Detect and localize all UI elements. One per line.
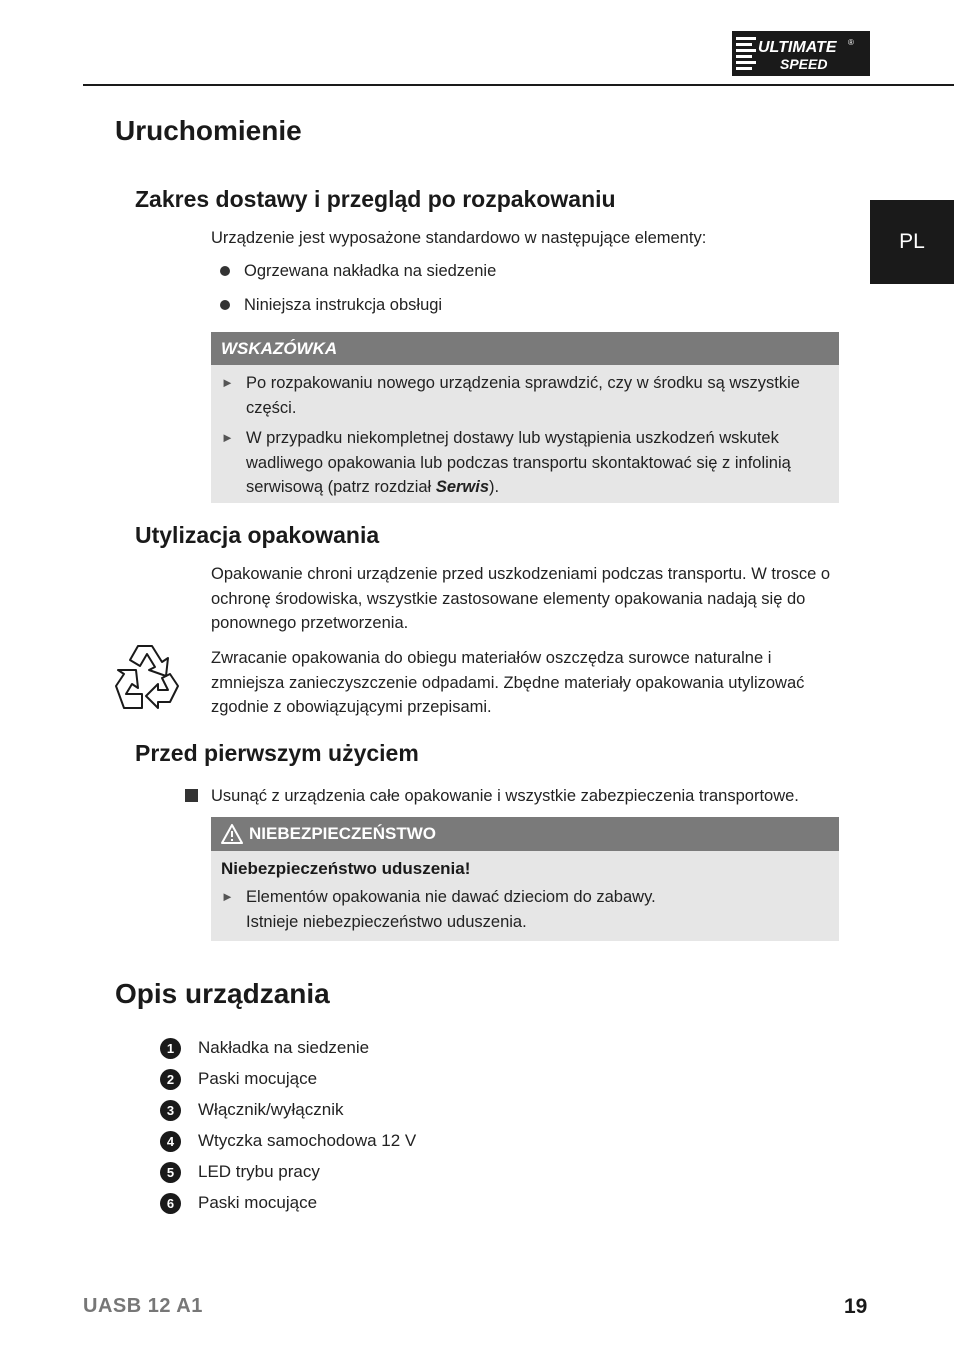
brand-logo xyxy=(732,31,870,76)
arrow-right-icon: ► xyxy=(221,889,234,904)
part-label: Nakładka na siedzenie xyxy=(198,1038,370,1057)
zakres-intro: Urządzenie jest wyposażone standardowo w następujące elementy: xyxy=(211,229,707,247)
part-label: LED trybu pracy xyxy=(198,1162,320,1181)
note-text: W przypadku niekompletnej dostawy lub wystąpienia uszkodzeń wskutek wadliwego opakowania lub podczas transportu skontaktować się z infolinią serwisową (patrz rozdział xyxy=(246,429,791,496)
language-tab: PL xyxy=(870,200,954,284)
bullet-icon xyxy=(220,266,230,276)
logo-line2: SPEED xyxy=(780,56,828,72)
note-text-end: ). xyxy=(489,478,500,496)
subsection-title-utylizacja: Utylizacja opakowania xyxy=(135,522,380,548)
part-number-badge: 2 xyxy=(160,1069,181,1090)
part-label: Wtyczka samochodowa 12 V xyxy=(198,1131,417,1150)
part-number-badge: 6 xyxy=(160,1193,181,1214)
list-item: Ogrzewana nakładka na siedzenie xyxy=(244,262,497,280)
part-number-badge: 1 xyxy=(160,1038,181,1059)
danger-subtitle: Niebezpieczeństwo uduszenia! xyxy=(221,859,471,878)
footer-model: UASB 12 A1 xyxy=(83,1295,203,1317)
subsection-title-przed: Przed pierwszym użyciem xyxy=(135,740,419,766)
note-header: WSKAZÓWKA xyxy=(211,332,839,365)
warning-icon xyxy=(221,824,243,844)
section-title-uruchomienie: Uruchomienie xyxy=(115,115,302,146)
arrow-right-icon: ► xyxy=(221,375,234,390)
note-text: Po rozpakowaniu nowego urządzenia sprawdzić, czy w środku są wszystkie części. xyxy=(246,374,800,417)
arrow-right-icon: ► xyxy=(221,430,234,445)
przed-step: Usunąć z urządzenia całe opakowanie i wszystkie zabezpieczenia transportowe. xyxy=(211,787,799,805)
part-label: Włącznik/wyłącznik xyxy=(198,1100,344,1119)
header-rule xyxy=(83,84,954,86)
logo-mark: ® xyxy=(848,38,854,47)
recycle-icon xyxy=(108,640,190,716)
note-item xyxy=(211,426,839,500)
page-number: 19 xyxy=(844,1295,868,1318)
square-bullet-icon xyxy=(185,789,198,802)
danger-box xyxy=(211,817,839,941)
logo-line1: ULTIMATE xyxy=(758,39,837,56)
note-reference: Serwis xyxy=(435,478,490,496)
section-title-opis: Opis urządzania xyxy=(115,978,330,1009)
part-number-badge: 4 xyxy=(160,1131,181,1152)
danger-item xyxy=(211,885,839,934)
note-item xyxy=(211,371,839,420)
bullet-icon xyxy=(220,300,230,310)
part-number-badge: 5 xyxy=(160,1162,181,1183)
part-label: Paski mocujące xyxy=(198,1069,318,1088)
subsection-title-zakres: Zakres dostawy i przegląd po rozpakowaniu xyxy=(135,186,616,212)
danger-header xyxy=(211,817,839,851)
danger-text: Elementów opakowania nie dawać dzieciom do zabawy. Istnieje niebezpieczeństwo uduszenia. xyxy=(246,888,656,931)
note-box xyxy=(211,332,839,503)
part-number-badge: 3 xyxy=(160,1100,181,1121)
danger-label: NIEBEZPIECZEŃSTWO xyxy=(249,824,437,843)
list-item: Niniejsza instrukcja obsługi xyxy=(244,296,443,314)
utylizacja-para2: Zwracanie opakowania do obiegu materiałów oszczędza surowce naturalne i zmniejsza zanieczyszczenie odpadami. Zbędne materiały opakowania utylizować zgodnie z obowiązującymi przepisami. xyxy=(211,649,805,716)
utylizacja-para1: Opakowanie chroni urządzenie przed uszkodzeniami podczas transportu. W trosce o ochronę środowiska, wszystkie zastosowane elementy opakowania nadają się do ponownego przetworzenia. xyxy=(211,565,831,632)
part-label: Paski mocujące xyxy=(198,1193,318,1212)
